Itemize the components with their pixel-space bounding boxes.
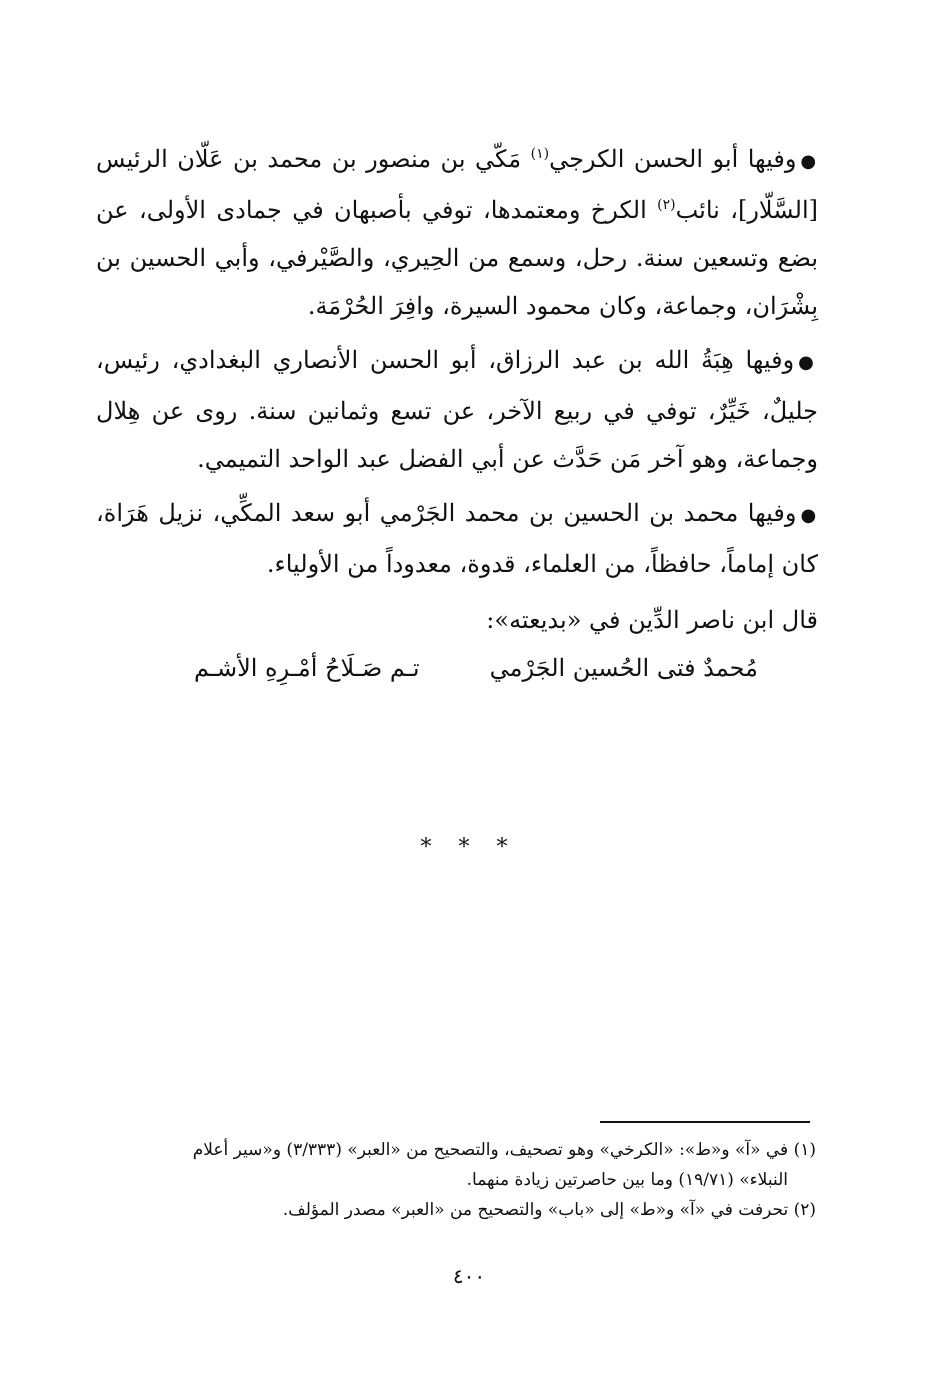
footnote-ref-2[interactable]: (٢) bbox=[657, 197, 676, 213]
bullet-icon: ● bbox=[798, 352, 818, 373]
footnote-ref-1[interactable]: (١) bbox=[530, 146, 550, 162]
page-number: ٤٠٠ bbox=[452, 1264, 486, 1288]
footnote-1-line-2: النبلاء» (١٩/٧١) وما بين حاصرتين زيادة منهما. bbox=[466, 1170, 788, 1190]
footnote-divider bbox=[600, 1121, 810, 1123]
paragraph-1-text-b: مَكّي بن منصور بن محمد بن عَلّان الرئيس [السَّلّار]، نائب bbox=[96, 145, 818, 224]
section-separator: * * * bbox=[420, 835, 518, 860]
bullet-icon: ● bbox=[800, 505, 818, 526]
paragraph-3 bbox=[96, 489, 818, 588]
paragraph-2 bbox=[96, 336, 818, 483]
main-text bbox=[96, 135, 818, 692]
paragraph-3-text: وفيها محمد بن الحسين بن محمد الجَرْمي أبو سعد المكِّي، نزيل هَرَاة، كان إماماً، حافظاً، من العلماء، قدوة، معدوداً من الأولياء. bbox=[96, 499, 818, 578]
verse-first-hemistich: مُحمدٌ فتى الحُسين الجَرْمي bbox=[489, 654, 758, 682]
footnotes bbox=[96, 1135, 816, 1225]
verse-intro: قال ابن ناصر الدِّين في «بديعته»: bbox=[486, 606, 818, 634]
poetry-verse bbox=[96, 644, 818, 692]
bullet-icon: ● bbox=[800, 151, 818, 172]
paragraph-2-text: وفيها هِبَةُ الله بن عبد الرزاق، أبو الحسن الأنصاري البغدادي، رئيس، جليلٌ، خَيِّرٌ، توفي في ربيع الآخر، عن تسع وثمانين سنة. روى عن هِلال وجماعة، وهو آخر مَن حَدَّث عن أبي الفضل عبد الواحد التميمي. bbox=[96, 346, 818, 473]
verse-second-hemistich: تـم صَـلَاحُ أمْـرِهِ الأشـم bbox=[193, 654, 420, 682]
paragraph-1-text-a: وفيها أبو الحسن الكرجي bbox=[549, 145, 797, 173]
paragraph-1-text-c: الكرخ ومعتمدها، توفي بأصبهان في جمادى الأولى، عن بضع وتسعين سنة. رحل، وسمع من الحِيري، والصَّيْرفي، وأبي الحسين بن بِشْرَان، وجماعة، وكان محمود السيرة، وافِرَ الحُرْمَة. bbox=[96, 196, 818, 320]
paragraph-1 bbox=[96, 135, 818, 330]
footnote-2: (٢) تحرفت في «آ» و«ط» إلى «باب» والتصحيح من «العبر» مصدر المؤلف. bbox=[282, 1200, 816, 1220]
footnote-1-line-1: (١) في «آ» و«ط»: «الكرخي» وهو تصحيف، والتصحيح من «العبر» (٣/٣٣٣) و«سير أعلام bbox=[192, 1140, 816, 1160]
